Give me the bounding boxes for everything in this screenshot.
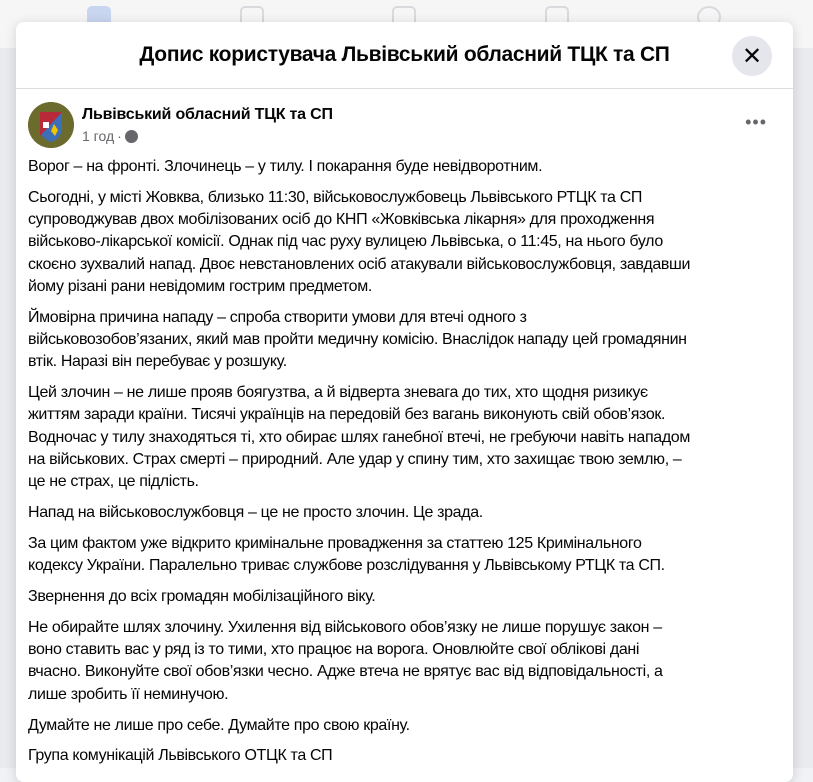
paragraph-line: супроводжував двох мобілізованих осіб до КНП «Жовківська лікарня» для проходження (28, 211, 655, 229)
paragraph-line: Думайте не лише про себе. Думайте про свою країну. (28, 716, 410, 734)
paragraph-line: Звернення до всіх громадян мобілізаційного віку. (28, 588, 376, 606)
more-options-button[interactable]: ••• (745, 112, 767, 132)
post-paragraph (28, 745, 788, 767)
post-paragraph (28, 617, 788, 706)
paragraph-line: втік. Наразі він перебуває у розшуку. (28, 353, 287, 371)
post-meta (82, 128, 138, 144)
post-text (28, 156, 788, 776)
post-paragraph (28, 382, 788, 493)
post-dialog (16, 22, 793, 782)
paragraph-line: Не обирайте шлях злочину. Ухилення від військового обов’язку не лише порушує закон – (28, 618, 662, 636)
paragraph-line: на військових. Страх смерті – природний. Але удар у спину тим, хто захищає твою землю, – (28, 451, 682, 469)
dialog-header (16, 22, 793, 89)
paragraph-line: Водночас у тилу знаходяться ті, хто обирає шлях ганебної втечі, не гребуючи навіть нападом (28, 428, 691, 446)
post-paragraph (28, 307, 788, 374)
post-author[interactable]: Львівський обласний ТЦК та СП (82, 106, 333, 123)
coat-of-arms-icon (28, 102, 74, 148)
paragraph-line: це не страх, це підлість. (28, 473, 199, 491)
paragraph-line: воно ставить вас у ряд із то тими, хто працює на ворога. Оновлюйте свої облікові дані (28, 641, 640, 659)
post-paragraph (28, 715, 788, 737)
globe-icon (125, 130, 138, 143)
paragraph-line: Ворог – на фронті. Злочинець – у тилу. І покарання буде невідворотним. (28, 158, 543, 175)
post-paragraph (28, 586, 788, 608)
post-paragraph (28, 533, 788, 578)
paragraph-line: Сьогодні, у місті Жовква, близько 11:30, військовослужбовець Львівського РТЦК та СП (28, 188, 643, 206)
paragraph-line: Ймовірна причина нападу – спроба створити умови для втечі одного з (28, 308, 527, 326)
paragraph-line: йому різані рани невідомим гострим предметом. (28, 277, 372, 295)
post-paragraph (28, 502, 788, 524)
paragraph-line: лише зробить її неминучою. (28, 685, 229, 703)
post-paragraph (28, 156, 788, 178)
close-button[interactable] (732, 36, 772, 76)
paragraph-line: кодексу України. Паралельно триває службове розслідування у Львівському РТЦК та СП. (28, 557, 665, 575)
paragraph-line: військово-лікарської комісії. Однак під час руху вулицею Львівська, о 11:45, на нього було (28, 233, 663, 251)
paragraph-line: Група комунікацій Львівського ОТЦК та СП (28, 747, 333, 765)
paragraph-line: військовозобов’язаних, який мав пройти медичну комісію. Внаслідок нападу цей громадянин (28, 331, 687, 349)
dialog-title: Допис користувача Львівський обласний ТЦК та СП (139, 43, 670, 66)
paragraph-line: вчасно. Виконуйте свої обов’язки чесно. Адже втеча не врятує вас від відповідальності, а (28, 663, 663, 681)
post-paragraph (28, 187, 788, 298)
paragraph-line: За цим фактом уже відкрито кримінальне провадження за статтею 125 Кримінального (28, 534, 642, 552)
paragraph-line: скоєно зухвалий напад. Двоє невстановлених осіб атакували військовослужбовця, завдавши (28, 255, 691, 273)
paragraph-line: Цей злочин – не лише прояв боягузтва, а й відверта зневага до тих, хто щодня ризикує (28, 384, 648, 402)
close-icon: ✕ (741, 42, 763, 70)
paragraph-line: Напад на військовослужбовця – це не просто злочин. Це зрада. (28, 504, 483, 522)
avatar[interactable] (28, 102, 74, 148)
post-time[interactable]: 1 год (82, 128, 115, 144)
meta-separator: · (117, 128, 122, 144)
paragraph-line: життям заради країни. Тисячі українців на передовій без вагань виконують свій обов’язок. (28, 406, 666, 424)
